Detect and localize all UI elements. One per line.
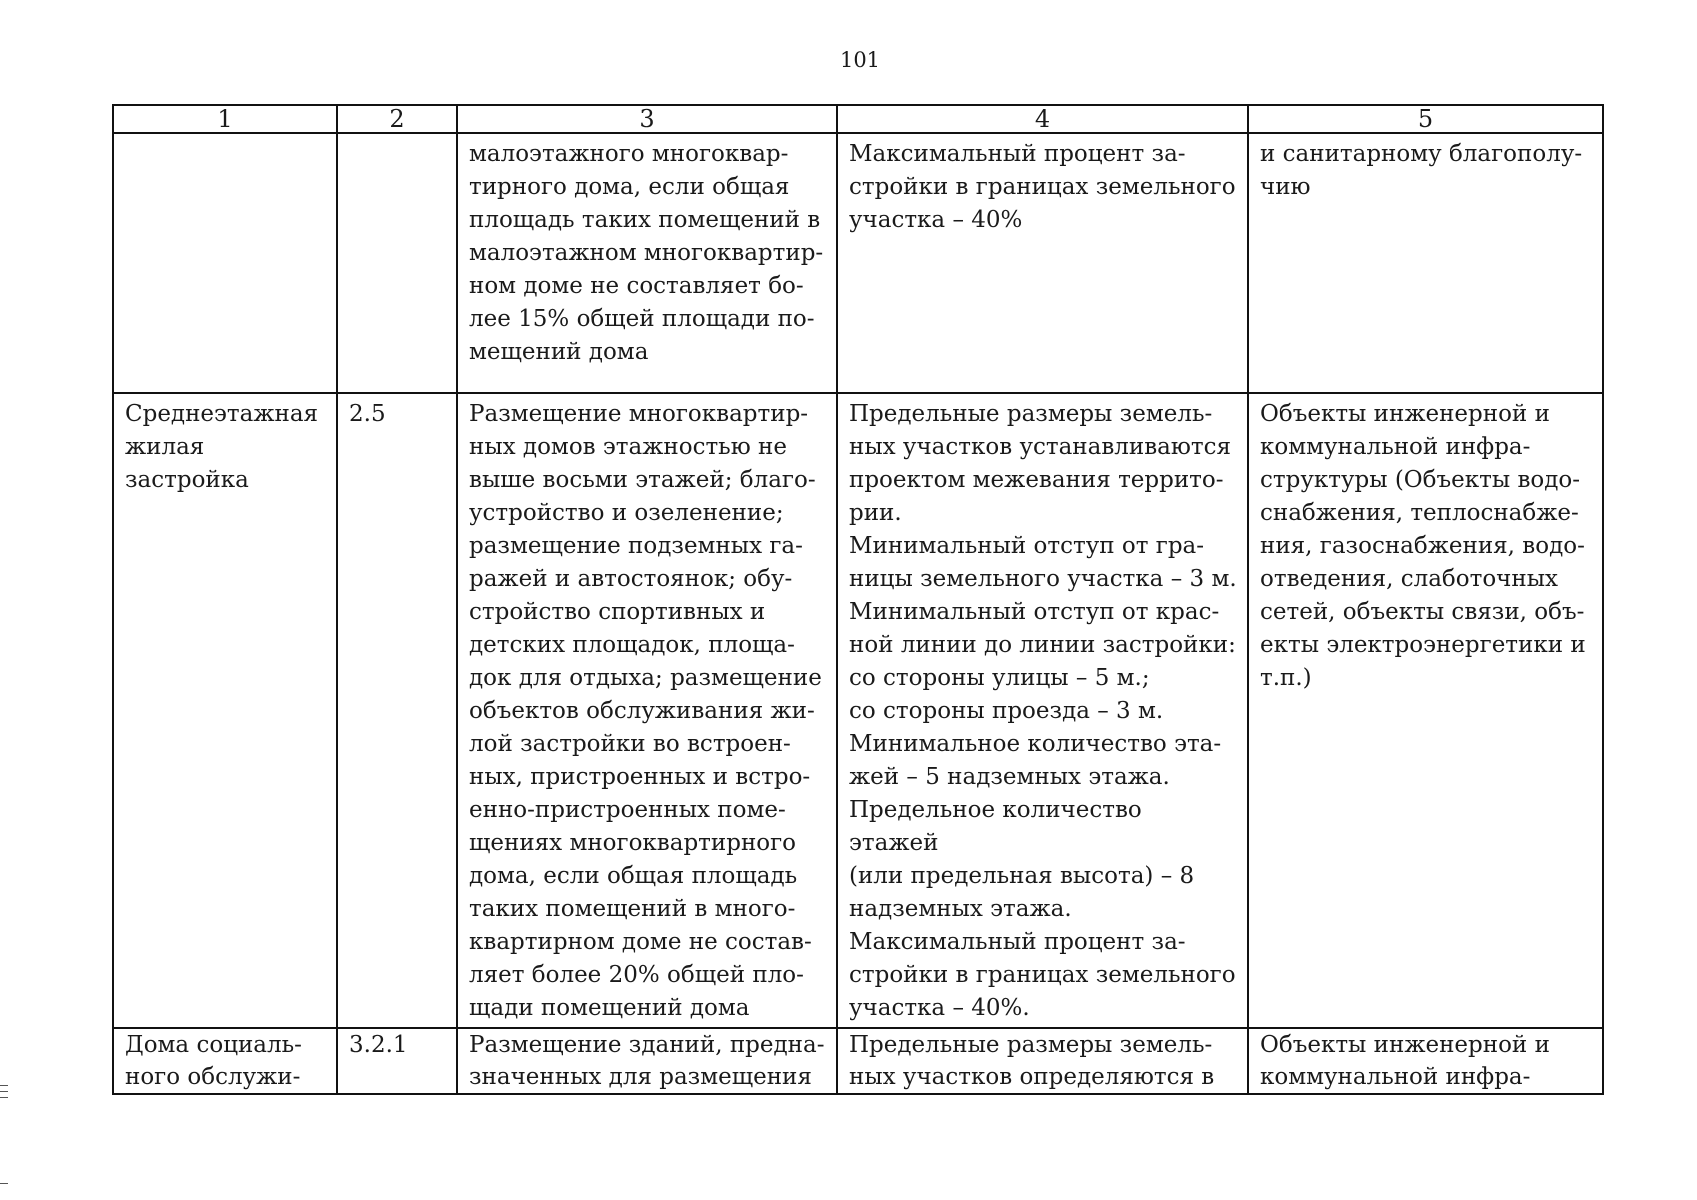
scan-edge-mark [0, 1097, 8, 1098]
column-header-4: 4 [837, 105, 1248, 133]
header-row [113, 105, 1603, 133]
use-type-name [113, 133, 337, 393]
infrastructure-objects: Объекты инженерной и коммунальной инфра- [1248, 1028, 1603, 1094]
column-header-5: 5 [1248, 105, 1603, 133]
scan-edge-mark [0, 1091, 8, 1092]
table-row [113, 133, 1603, 393]
regulations-table [112, 104, 1604, 1095]
limit-parameters: Максимальный процент за- стройки в границах земельного участка – 40% [837, 133, 1248, 393]
column-header-1: 1 [113, 105, 337, 133]
table-row [113, 1028, 1603, 1094]
infrastructure-objects: Объекты инженерной и коммунальной инфра- структуры (Объекты водо- снабжения, теплоснабже- ния, газоснабжения, водо- отведения, слаботочных сетей, объекты связи, объ- екты электроэнергетики и т.п.) [1248, 393, 1603, 1028]
use-description: Размещение многоквартир- ных домов этажностью не выше восьми этажей; благо- устройство и озеленение; размещение подземных га- ражей и автостоянок; обу- стройство спортивных и детских площадок, площа- док для отдыха; размещение объектов обслуживания жи- лой застройки во встроен- ных, пристроенных и встро- енно-пристроенных поме- щениях многоквартирного дома, если общая площадь таких помещений в много- квартирном доме не состав- ляет более 20% общей пло- щади помещений дома [457, 393, 837, 1028]
use-type-name: Дома социаль- ного обслужи- [113, 1028, 337, 1094]
use-description: малоэтажного многоквар- тирного дома, если общая площадь таких помещений в малоэтажном многоквартир- ном доме не составляет бо- лее 15% общей площади по- мещений дома [457, 133, 837, 393]
use-type-code: 2.5 [337, 393, 457, 1028]
use-type-name: Среднеэтажная жилая застройка [113, 393, 337, 1028]
column-header-2: 2 [337, 105, 457, 133]
table-row [113, 393, 1603, 1028]
use-type-code [337, 133, 457, 393]
scan-edge-mark [0, 1085, 8, 1086]
limit-parameters: Предельные размеры земель- ных участков определяются в [837, 1028, 1248, 1094]
use-description: Размещение зданий, предна- значенных для размещения [457, 1028, 837, 1094]
column-header-3: 3 [457, 105, 837, 133]
scan-edge-mark [0, 1183, 8, 1184]
use-type-code: 3.2.1 [337, 1028, 457, 1094]
infrastructure-objects: и санитарному благополу- чию [1248, 133, 1603, 393]
page-number: 101 [839, 48, 881, 72]
limit-parameters: Предельные размеры земель- ных участков устанавливаются проектом межевания террито- рии. Минимальный отступ от гра- ницы земельного участка – 3 м. Минимальный отступ от крас- ной линии до линии застройки: со стороны улицы – 5 м.; со стороны проезда – 3 м. Минимальное количество эта- жей – 5 надземных этажа. Предельное количество этажей (или предельная высота) – 8 надземных этажа. Максимальный процент за- стройки в границах земельного участка – 40%. [837, 393, 1248, 1028]
